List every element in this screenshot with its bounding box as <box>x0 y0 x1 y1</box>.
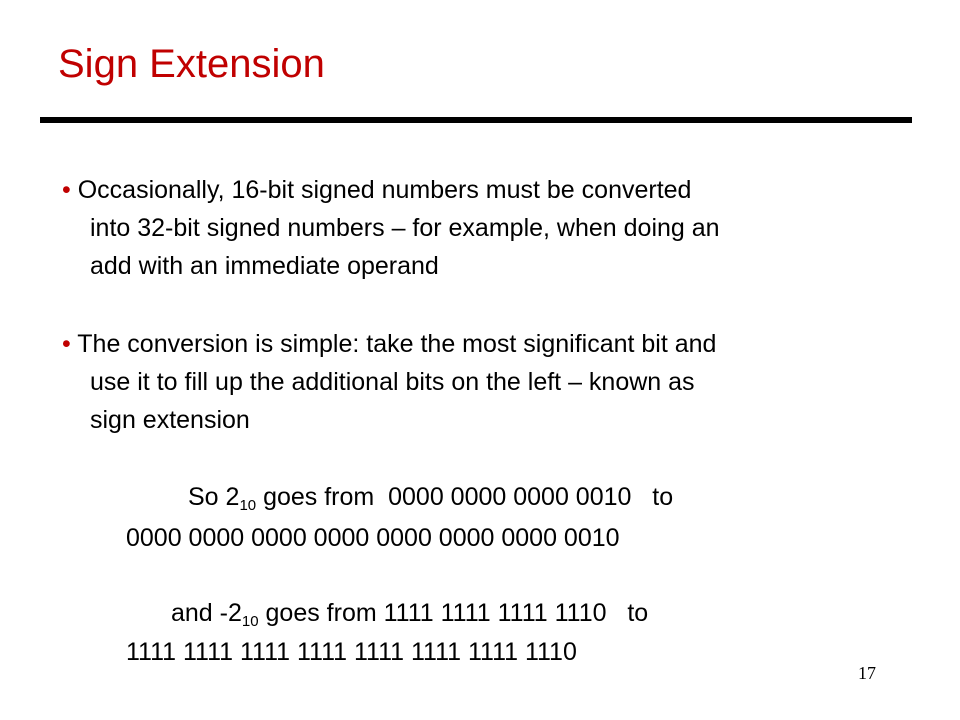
bullet-icon: • <box>62 330 71 358</box>
example-subscript: 10 <box>241 613 259 630</box>
example-prefix: So 2 <box>188 483 240 511</box>
bullet-item-1 <box>62 171 922 285</box>
bullet-text: Occasionally, 16-bit signed numbers must be converted <box>77 176 692 204</box>
bullet-text: The conversion is simple: take the most significant bit and <box>77 330 717 358</box>
bullet-line <box>62 171 922 209</box>
example-2-result: 1111 1111 1111 1111 1111 1111 1111 1110 <box>126 638 577 666</box>
example-prefix: and -2 <box>171 599 242 627</box>
bullet-item-2 <box>62 325 922 439</box>
example-2-statement <box>171 599 649 630</box>
bullet-icon: • <box>62 176 71 204</box>
bullet-text: use it to fill up the additional bits on the left – known as <box>90 368 695 396</box>
page-number: 17 <box>858 663 876 683</box>
bullet-text: add with an immediate operand <box>90 252 439 280</box>
example-1-result: 0000 0000 0000 0000 0000 0000 0000 0010 <box>126 524 620 552</box>
example-middle: goes from 0000 0000 0000 0010 to <box>256 483 674 511</box>
example-middle: goes from 1111 1111 1111 1110 to <box>258 599 649 627</box>
bullet-text: sign extension <box>90 406 250 434</box>
example-1-statement <box>188 483 674 514</box>
title-divider <box>40 117 912 123</box>
example-subscript: 10 <box>239 497 257 514</box>
bullet-text: into 32-bit signed numbers – for example, when doing an <box>90 214 720 242</box>
bullet-line <box>62 325 922 363</box>
slide-title: Sign Extension <box>58 42 325 86</box>
